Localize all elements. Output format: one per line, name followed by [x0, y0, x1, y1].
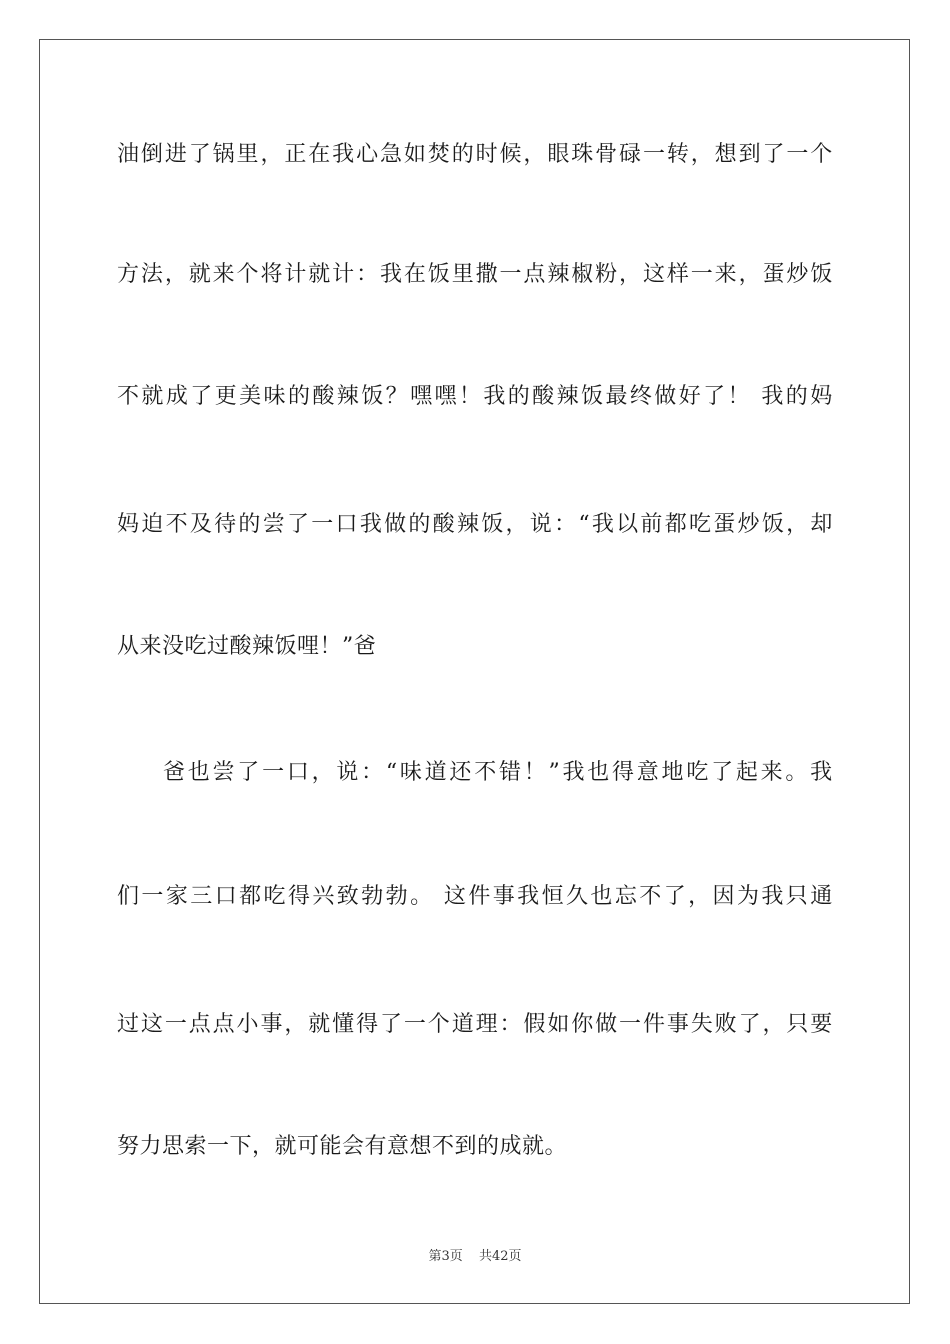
text-line: 方 法 ， 就 来 个 将 计 就 计 ： 我 在 饭 里 撒 一 点 辣 椒 粉 ， 这 样 一 来 ， 蛋 炒 饭: [117, 262, 833, 287]
text-line: 努力思索一下，就可能会有意想不到的成就。: [117, 1134, 568, 1159]
text-line: 从来没吃过酸辣饭哩！”爸: [117, 634, 377, 659]
page-footer: [0, 1245, 950, 1264]
text-line-indented: 爸 也 尝 了 一 口 ， 说 ： “ 味 道 还 不 错 ！ ” 我 也 得 意 地 吃 了 起 来 。 我: [163, 760, 833, 785]
text-line: 不 就 成 了 更 美 味 的 酸 辣 饭 ？ 嘿 嘿 ！ 我 的 酸 辣 饭 最 终 做 好 了 ！ 我 的 妈: [117, 384, 833, 409]
text-line: 们 一 家 三 口 都 吃 得 兴 致 勃 勃 。 这 件 事 我 恒 久 也 忘 不 了 ， 因 为 我 只 通: [117, 884, 833, 909]
text-line: 过 这 一 点 点 小 事 ， 就 懂 得 了 一 个 道 理 ： 假 如 你 做 一 件 事 失 败 了 ， 只 要: [117, 1012, 833, 1037]
total-pages: 共42页: [478, 1249, 522, 1264]
text-line: 妈 迫 不 及 待 的 尝 了 一 口 我 做 的 酸 辣 饭 ， 说 ： “ 我 以 前 都 吃 蛋 炒 饭 ， 却: [117, 512, 833, 537]
text-line: 油 倒 进 了 锅 里 ， 正 在 我 心 急 如 焚 的 时 候 ， 眼 珠 骨 碌 一 转 ， 想 到 了 一 个: [117, 142, 833, 167]
page-border: [39, 39, 910, 1304]
page-number: 第3页: [428, 1249, 463, 1264]
